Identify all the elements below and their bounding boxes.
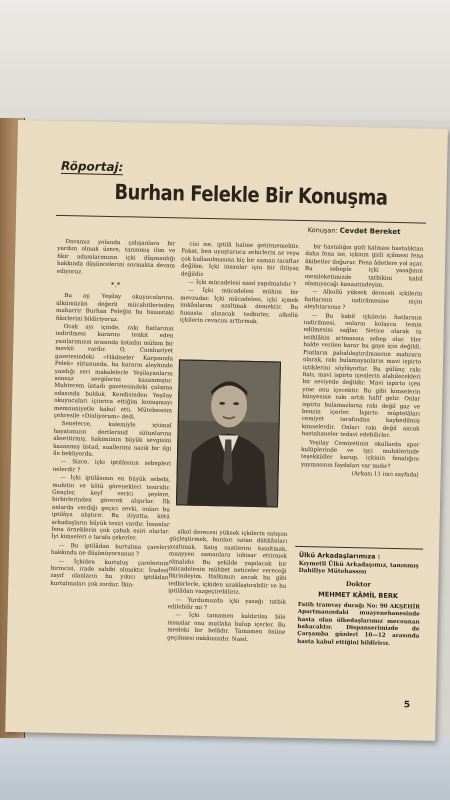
page-number: 5 [403,700,411,711]
paragraph: — Bu iptilâdan kurtulma çareleri hakkında ne düşünüyorsunuz ? [50,542,170,558]
paragraph: Davamız yolunda çalışanlara bir yardım olmak üzere, tanınmış ilim ve fikir adamlarımızın içki düşmanlığı hakkında düşüncelerini sormakta devam ediyoruz. [56,239,176,276]
advert-doctor-name: MEHMET KÂMİL BERK [318,590,399,600]
section-label: Röportaj: [60,158,124,175]
article-column-3 [301,244,424,480]
advert-intro: Kıymetli Ülkü Arkadaşımız, tanınmış Dahiliye Mütehassısı [298,560,419,576]
table-background-bottom [0,738,450,800]
paragraph: Ocak ayı içinde, rakı fiatlarının indirilmesi kararını tenkit eden yazılarımızın arasında üstadın mühim bir mevkii vardır. O, Cumhuriyet gazetesindeki «Hâdiseler Karşısında Felek» sütununda, bu kararın aleyhinde yazdığı seri makalelerle Yeşilayanların sonsuz sevgilerini kazanmıştır. Muhterem üstadı gazetesindeki çalışma odasında bulduk. Kendisinden Yeşilay okuyucuları içinrica ettiğim konuşmayı memnuniyetle kabul etti. Mütebessim çehresile «Dinliyorum» dedi. [53,324,174,421]
paragraph: — İçki mücadelesi mühim bir mevzudur. İçki mücadelesi, içki içmek imkânlarını azaltmak demektir. Bu hususta alınacak tedbirler, alkollü içkilerin revacını arttırmak, [179,288,299,326]
paragraph: cisi ise, iptilâ haline getirmemektir. Fakat, ben uyuşturucu zehirlerin az veya çok kullanılmasına hiç bir zaman taraftar değilim. İçki insanlar için bir ihtiyaç değildir. [180,241,300,278]
magazine-page [5,120,448,741]
paragraph: — Bu kabil içkilerin fiatlarının indirilmesi, onların kolayca temin edilmesini sağlar. Netice olarak ta istihlâkin artmasına sebep olur. Her halde verilen karar bu gaye için değildi. Fiatların pahalılaştırılmasının mahzuru olarak, rakı bulamayanların mavi ispirto içtiklerini söylüyorlar. Bu gülünç rakı fiatı, mavi ispirto içenlerin alabilecekleri bir seviyede değildir. Mavi ispirto içen yine onu içecektir. Bu gibi kimselerin bünyesine rakı artık hafif gelir. Onlar ispirto bulamazlarsa rakı değil gaz ve benzin içerler. İspirto müptelâları cemiyet tarafından kaybedilmiş kimselerdir. Onları rakı değil ancak hastahaneler tedavi edebilirler. [301,312,423,440]
byline-author: Cevdet Bereket [339,226,401,237]
paragraph: — Yurdumuzda içki yasağı tatbik edilebilir mi ? [167,597,287,612]
portrait-illustration [177,360,280,506]
paragraph: — Sizce, içki iptilâsının sebepleri nelerdir ? [52,459,171,474]
advert-title: Ülkü Arkadaşlarımıza : [298,550,381,561]
article-column-2-top [180,241,300,328]
article-column-1 [50,239,175,592]
separator-stars: *.* [110,281,121,290]
paragraph: alkol derecesi yüksek içkilerin satışını güçleştirmek, bunları satan dükkânları azaltmak. Satış saatlerini kısaltmak, muayyen zamanlara inhisar ettirmek olmalıdır. Bu şekilde yapılacak bir mücadelenin mühbet neticeler vereceği fikrindeyim. Halkımızı ancak bu gibi tedbirlerle, içkiden uzaklaştırabilir ve bu iptilâdan vazgeçirebiliriz. [168,529,288,597]
advert-body: Fatih tramvay durağı No: 90 AKŞEHİR Apartmanındaki muayenehanesinde hasta olan ülkedaşlarımız mecounan bakacaktır. Dispanserimizde de Çarşamba günleri 10—12 arasında hasta kabul ettiğini bildirirız. [297,601,420,647]
paragraph: Bu ay, Yeşilay okuyucularına, ülkümüzün değerli mücahitlerinden muharrir Burhan Feleğin bu husustaki fikirlerini bildiriyoruz. [55,293,175,323]
advert-doctor-label: Doktor [345,579,371,589]
paragraph: — İçki mücadelesi nasıl yapılmalıdır ? [188,279,297,288]
paragraph: Yeşilay Cemiyetinin okullarda spor kulüplerinde ve işçi muhitlerinde teşekküller kurup, içkinin fenalığını yaymasının faydaları var mıdır? [300,439,420,470]
table-background-top [0,0,450,120]
paragraph: — İçkiden kurtuluş çarelerinin birincisi, irade sahibi olmaktır. İradesi zayıf olanların bu yıkıcı iptilâdan kurtulmaları çok zordur. İkin- [50,558,169,589]
paragraph: — İçki tamamen kaldırılsa bile insanlar onu mutlaka bulup içerler. Bu mesleki bir belâdır. Tamamen önüne geçilmesi imkânsızdır. Nasıl, [167,612,286,643]
paragraph: — İçki iptilâsının en büyük sebebi, muhitin ve kötü görenekleri tesiridir. Gençler, keyf verici şeylere, birbirlerinden görerek alışırlar. İlk anlarda verdiği geçici zevki, onları bu iptilâya alıştırır. Bu itiyatta, kötü arkadaşların büyük tesiri vardır. İnsanlar fena örneklerin çok çabuk esiri olurlar. İyi kimseleri o tarafa çekerler. [51,475,171,543]
portrait-photo [176,359,281,507]
byline-prefix: Konuşan: [307,226,338,235]
article-column-2-bottom [167,529,287,646]
byline [308,226,401,236]
continued-note: (Arkası 11 inci sayfada) [351,471,419,479]
paragraph: — Alkollü yüksek dereceli içkilerin fiatlarının indirilmesine niçin aleyhtarsınız ? [304,289,423,312]
article-headline: Burhan Felekle Bir Konuşma [114,180,388,210]
doctor-advert [292,546,423,700]
headline-rule [56,215,426,224]
paragraph: bir hastalığın gizli kalması hastalıktan daha fena ise, içkinin gizli içilmesi fena âkibetler doğurur. Fena âdetlere yol açar. Bu sebeple içki yasağının memleketimizde tatbikini kabil olamıyacağı kanaatindeyim. [304,244,424,289]
paragraph: Senelerce, kalemiyle içtimaî hayatımızın dertlerinid sütunlarına aksettirmiş, hakimiinin büyük sevgisini kazanmış üstad, suallerimi nazik bir ilgi ile bekliyordu. [52,421,172,458]
